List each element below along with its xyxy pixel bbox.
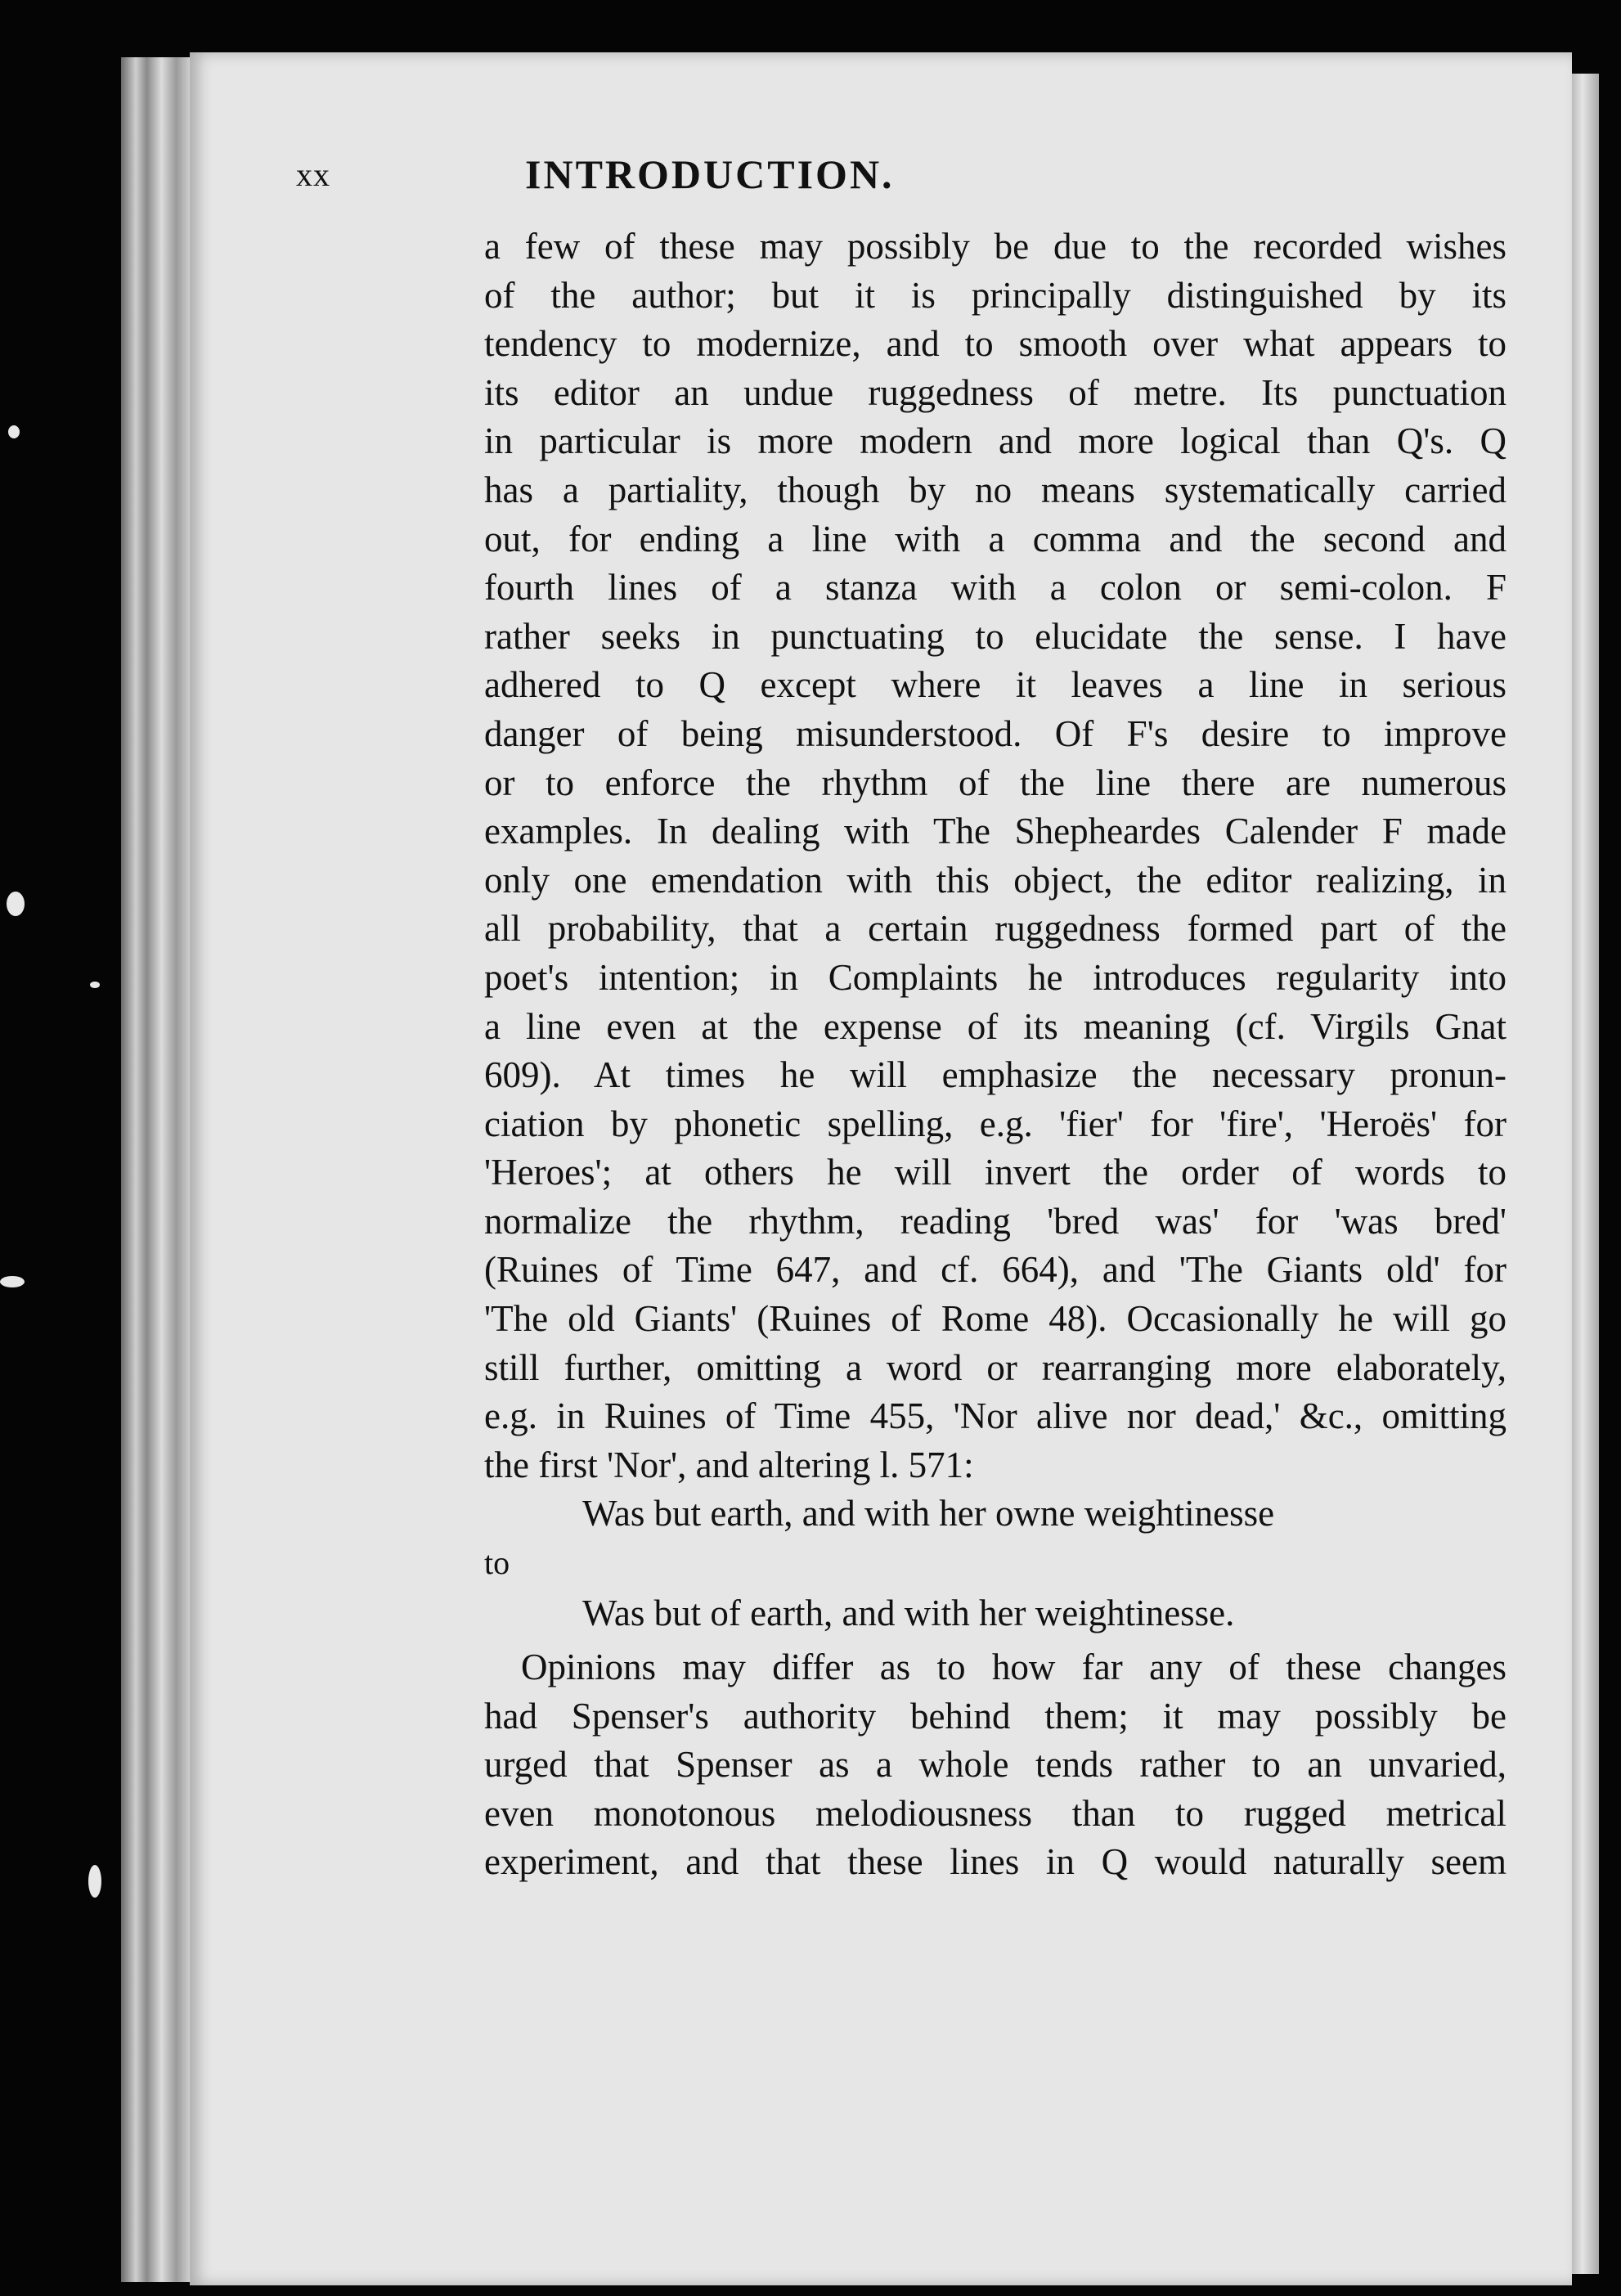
page-number: xx bbox=[296, 156, 330, 193]
text-line: has a partiality, though by no means systematically carried bbox=[484, 469, 1506, 510]
text-line: fourth lines of a stanza with a colon or semi-colon. F bbox=[484, 567, 1506, 609]
text-line: of the author; but it is principally distinguished by its bbox=[484, 274, 1506, 316]
text-line: adhered to Q except where it leaves a line in serious bbox=[484, 664, 1506, 706]
text-line: Opinions may differ as to how far any of these changes bbox=[521, 1647, 1506, 1688]
text-line: or to enforce the rhythm of the line there are numerous bbox=[484, 762, 1506, 803]
text-line: tendency to modernize, and to smooth over what appears to bbox=[484, 323, 1506, 365]
page-edge-left bbox=[121, 57, 195, 2282]
text-line: its editor an undue ruggedness of metre. Its punctuation bbox=[484, 371, 1506, 413]
text-line: a few of these may possibly be due to the recorded wishes bbox=[484, 226, 1506, 267]
text-line: a line even at the expense of its meaning (cf. Virgils Gnat bbox=[484, 1005, 1506, 1047]
text-line: rather seeks in punctuating to elucidate the sense. I have bbox=[484, 615, 1506, 657]
quoted-verse-line: Was but earth, and with her owne weightinesse bbox=[582, 1493, 1275, 1534]
text-line: urged that Spenser as a whole tends rather to an unvaried, bbox=[484, 1744, 1506, 1786]
text-line: poet's intention; in Complaints he introduces regularity into bbox=[484, 956, 1506, 998]
text-line: 609). At times he will emphasize the necessary pronun- bbox=[484, 1054, 1506, 1096]
text-line: examples. In dealing with The Shepheardes Calender F made bbox=[484, 811, 1506, 852]
text-line: even monotonous melodiousness than to rugged metrical bbox=[484, 1792, 1506, 1834]
text-line: (Ruines of Time 647, and cf. 664), and 'The Giants old' for bbox=[484, 1249, 1506, 1291]
text-line: 'The old Giants' (Ruines of Rome 48). Occasionally he will go bbox=[484, 1298, 1506, 1340]
body-text bbox=[484, 222, 1506, 1887]
text-line: e.g. in Ruines of Time 455, 'Nor alive nor dead,' &c., omitting bbox=[484, 1395, 1506, 1437]
text-line: to bbox=[484, 1544, 510, 1582]
running-title: INTRODUCTION. bbox=[525, 151, 895, 197]
text-line: danger of being misunderstood. Of F's desire to improve bbox=[484, 712, 1506, 754]
text-line: still further, omitting a word or rearranging more elaborately, bbox=[484, 1346, 1506, 1388]
text-line: experiment, and that these lines in Q would naturally seem bbox=[484, 1841, 1506, 1883]
text-line: in particular is more modern and more logical than Q's. Q bbox=[484, 420, 1506, 462]
text-line: normalize the rhythm, reading 'bred was' for 'was bred' bbox=[484, 1200, 1506, 1242]
text-line: 'Heroes'; at others he will invert the order of words to bbox=[484, 1152, 1506, 1193]
text-line: only one emendation with this object, the editor realizing, in bbox=[484, 859, 1506, 901]
quoted-verse-line: Was but of earth, and with her weightinesse. bbox=[582, 1593, 1235, 1634]
text-line: had Spenser's authority behind them; it may possibly be bbox=[484, 1695, 1506, 1737]
text-line: the first 'Nor', and altering l. 571: bbox=[484, 1444, 974, 1485]
text-line: out, for ending a line with a comma and the second and bbox=[484, 518, 1506, 559]
text-line: ciation by phonetic spelling, e.g. 'fier' for 'fire', 'Heroës' for bbox=[484, 1103, 1506, 1144]
running-header bbox=[296, 151, 1196, 204]
text-line: all probability, that a certain ruggedness formed part of the bbox=[484, 908, 1506, 950]
